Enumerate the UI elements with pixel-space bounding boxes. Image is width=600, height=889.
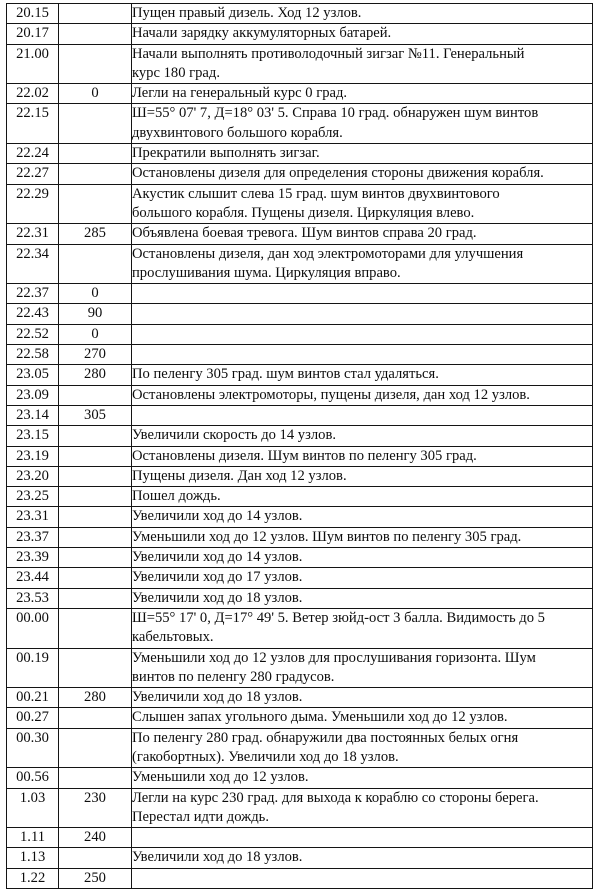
- cell-course: 305: [59, 405, 132, 425]
- cell-event: [132, 568, 593, 588]
- cell-time: 22.27: [7, 164, 59, 184]
- cell-course: [59, 385, 132, 405]
- cell-course: 250: [59, 868, 132, 888]
- cell-event-line: Акустик слышит слева 15 град. шум винтов двухвинтового: [132, 185, 500, 202]
- cell-course: [59, 44, 132, 84]
- cell-event-line: Увеличили ход до 18 узлов.: [132, 689, 303, 706]
- ship-log-table: [6, 3, 593, 889]
- cell-event: [132, 848, 593, 868]
- cell-event: [132, 466, 593, 486]
- cell-time: 23.15: [7, 426, 59, 446]
- cell-event-line: (гакобортных). Увеличили ход до 18 узлов.: [132, 748, 399, 765]
- cell-event: [132, 588, 593, 608]
- cell-course: 230: [59, 788, 132, 828]
- cell-event: [132, 324, 593, 344]
- cell-event-line: большого корабля. Пущены дизеля. Циркуляция влево.: [132, 204, 475, 221]
- cell-event: [132, 184, 593, 224]
- cell-time: 23.20: [7, 466, 59, 486]
- table-row: [7, 728, 593, 768]
- cell-time: 1.03: [7, 788, 59, 828]
- cell-course: 280: [59, 688, 132, 708]
- cell-event-line: Остановлены дизеля для определения стороны движения корабля.: [132, 165, 544, 182]
- cell-event: [132, 144, 593, 164]
- cell-time: 23.14: [7, 405, 59, 425]
- cell-time: 23.37: [7, 527, 59, 547]
- cell-event-line: Слышен запах угольного дыма. Уменьшили ход до 12 узлов.: [132, 709, 508, 726]
- cell-time: 22.52: [7, 324, 59, 344]
- cell-time: 22.02: [7, 84, 59, 104]
- cell-course: [59, 184, 132, 224]
- table-row: [7, 848, 593, 868]
- cell-time: 00.21: [7, 688, 59, 708]
- cell-time: 22.24: [7, 144, 59, 164]
- table-row: [7, 144, 593, 164]
- table-row: [7, 284, 593, 304]
- table-row: [7, 426, 593, 446]
- cell-event: [132, 284, 593, 304]
- table-row: [7, 24, 593, 44]
- cell-event: [132, 164, 593, 184]
- cell-course: [59, 648, 132, 688]
- cell-time: 23.25: [7, 487, 59, 507]
- cell-time: 21.00: [7, 44, 59, 84]
- table-row: [7, 164, 593, 184]
- table-row: [7, 608, 593, 648]
- cell-course: [59, 244, 132, 284]
- cell-event: [132, 345, 593, 365]
- cell-event-line: Перестал идти дождь.: [132, 808, 269, 825]
- cell-time: 23.31: [7, 507, 59, 527]
- table-row: [7, 648, 593, 688]
- cell-course: [59, 24, 132, 44]
- cell-course: [59, 768, 132, 788]
- cell-event-line: прослушивания шума. Циркуляция вправо.: [132, 264, 401, 281]
- cell-event-line: Прекратили выполнять зигзаг.: [132, 145, 320, 162]
- cell-time: 1.22: [7, 868, 59, 888]
- cell-course: [59, 728, 132, 768]
- cell-event-line: курс 180 град.: [132, 64, 220, 81]
- table-row: [7, 507, 593, 527]
- ship-log-table-body: [7, 4, 593, 889]
- cell-time: 20.15: [7, 4, 59, 24]
- cell-time: 23.39: [7, 548, 59, 568]
- table-row: [7, 324, 593, 344]
- cell-time: 22.43: [7, 304, 59, 324]
- table-row: [7, 548, 593, 568]
- table-row: [7, 527, 593, 547]
- cell-event-line: Уменьшили ход до 12 узлов. Шум винтов по пеленгу 305 град.: [132, 528, 522, 545]
- table-row: [7, 868, 593, 888]
- table-row: [7, 345, 593, 365]
- cell-event-line: Объявлена боевая тревога. Шум винтов справа 20 град.: [132, 225, 477, 242]
- cell-course: 285: [59, 224, 132, 244]
- cell-event: [132, 84, 593, 104]
- cell-event-line: винтов по пеленгу 280 градусов.: [132, 668, 335, 685]
- cell-course: [59, 487, 132, 507]
- cell-course: [59, 104, 132, 144]
- cell-event-line: Увеличили ход до 14 узлов.: [132, 508, 303, 525]
- cell-event: [132, 244, 593, 284]
- table-row: [7, 828, 593, 848]
- cell-time: 23.44: [7, 568, 59, 588]
- cell-event-line: Увеличили ход до 18 узлов.: [132, 849, 303, 866]
- cell-event: [132, 44, 593, 84]
- cell-event: [132, 768, 593, 788]
- cell-course: [59, 568, 132, 588]
- cell-event-line: По пеленгу 280 град. обнаружили два постоянных белых огня: [132, 729, 519, 746]
- cell-course: [59, 527, 132, 547]
- cell-event-line: Начали выполнять противолодочный зигзаг №11. Генеральный: [132, 45, 525, 62]
- cell-course: [59, 144, 132, 164]
- cell-event: [132, 224, 593, 244]
- cell-event-line: Легли на курс 230 град. для выхода к кораблю со стороны берега.: [132, 789, 539, 806]
- cell-course: [59, 608, 132, 648]
- table-row: [7, 184, 593, 224]
- table-row: [7, 244, 593, 284]
- table-row: [7, 224, 593, 244]
- cell-course: [59, 848, 132, 868]
- table-row: [7, 4, 593, 24]
- cell-course: [59, 4, 132, 24]
- cell-course: 270: [59, 345, 132, 365]
- cell-event: [132, 828, 593, 848]
- cell-event-line: двухвинтового большого корабля.: [132, 124, 343, 141]
- cell-event-line: Ш=55° 07' 7, Д=18° 03' 5. Справа 10 град. обнаружен шум винтов: [132, 105, 539, 122]
- table-row: [7, 788, 593, 828]
- cell-event: [132, 728, 593, 768]
- cell-event-line: Пущены дизеля. Дан ход 12 узлов.: [132, 467, 347, 484]
- cell-course: [59, 708, 132, 728]
- table-row: [7, 588, 593, 608]
- cell-event-line: Уменьшили ход до 12 узлов для прослушивания горизонта. Шум: [132, 649, 536, 666]
- cell-course: [59, 548, 132, 568]
- cell-event-line: По пеленгу 305 град. шум винтов стал удаляться.: [132, 366, 439, 383]
- cell-time: 22.15: [7, 104, 59, 144]
- cell-event: [132, 608, 593, 648]
- cell-event: [132, 365, 593, 385]
- cell-time: 00.00: [7, 608, 59, 648]
- cell-time: 22.58: [7, 345, 59, 365]
- table-row: [7, 446, 593, 466]
- table-row: [7, 44, 593, 84]
- cell-event-line: Легли на генеральный курс 0 град.: [132, 85, 348, 102]
- cell-time: 00.19: [7, 648, 59, 688]
- cell-time: 22.31: [7, 224, 59, 244]
- cell-event: [132, 487, 593, 507]
- table-row: [7, 304, 593, 324]
- cell-time: 23.05: [7, 365, 59, 385]
- cell-event-line: Начали зарядку аккумуляторных батарей.: [132, 25, 392, 42]
- cell-event: [132, 648, 593, 688]
- cell-event-line: Остановлены электромоторы, пущены дизеля, дан ход 12 узлов.: [132, 386, 530, 403]
- table-row: [7, 84, 593, 104]
- cell-course: [59, 466, 132, 486]
- cell-course: 0: [59, 284, 132, 304]
- cell-event-line: Увеличили ход до 17 узлов.: [132, 569, 303, 586]
- cell-time: 1.11: [7, 828, 59, 848]
- cell-event-line: Ш=55° 17' 0, Д=17° 49' 5. Ветер зюйд-ост 3 балла. Видимость до 5: [132, 609, 545, 626]
- cell-course: 0: [59, 84, 132, 104]
- cell-event: [132, 304, 593, 324]
- cell-event: [132, 527, 593, 547]
- cell-course: [59, 426, 132, 446]
- cell-time: 00.56: [7, 768, 59, 788]
- cell-event: [132, 4, 593, 24]
- cell-event: [132, 708, 593, 728]
- cell-time: 22.34: [7, 244, 59, 284]
- cell-course: [59, 507, 132, 527]
- cell-event-line: Пущен правый дизель. Ход 12 узлов.: [132, 5, 362, 21]
- cell-time: 23.53: [7, 588, 59, 608]
- cell-event: [132, 507, 593, 527]
- cell-event-line: Остановлены дизеля, дан ход электромоторами для улучшения: [132, 245, 524, 262]
- cell-event: [132, 446, 593, 466]
- cell-event-line: Уменьшили ход до 12 узлов.: [132, 769, 309, 786]
- cell-time: 20.17: [7, 24, 59, 44]
- table-row: [7, 385, 593, 405]
- table-row: [7, 487, 593, 507]
- table-row: [7, 405, 593, 425]
- cell-event: [132, 104, 593, 144]
- table-row: [7, 365, 593, 385]
- cell-time: 00.27: [7, 708, 59, 728]
- cell-event: [132, 868, 593, 888]
- cell-course: [59, 164, 132, 184]
- cell-course: 90: [59, 304, 132, 324]
- cell-course: [59, 446, 132, 466]
- cell-time: 1.13: [7, 848, 59, 868]
- table-row: [7, 466, 593, 486]
- cell-event: [132, 688, 593, 708]
- cell-course: 280: [59, 365, 132, 385]
- cell-event: [132, 24, 593, 44]
- cell-time: 22.37: [7, 284, 59, 304]
- cell-event-line: Увеличили ход до 14 узлов.: [132, 549, 303, 566]
- cell-event-line: Пошел дождь.: [132, 488, 221, 505]
- table-row: [7, 688, 593, 708]
- cell-event: [132, 548, 593, 568]
- table-row: [7, 768, 593, 788]
- cell-event: [132, 426, 593, 446]
- cell-time: 22.29: [7, 184, 59, 224]
- cell-event-line: кабельтовых.: [132, 629, 214, 646]
- cell-event: [132, 405, 593, 425]
- cell-course: 240: [59, 828, 132, 848]
- cell-event-line: Увеличили скорость до 14 узлов.: [132, 427, 336, 444]
- table-row: [7, 568, 593, 588]
- cell-event: [132, 788, 593, 828]
- table-row: [7, 708, 593, 728]
- cell-event-line: Увеличили ход до 18 узлов.: [132, 589, 303, 606]
- cell-course: [59, 588, 132, 608]
- cell-time: 00.30: [7, 728, 59, 768]
- cell-course: 0: [59, 324, 132, 344]
- cell-time: 23.09: [7, 385, 59, 405]
- cell-time: 23.19: [7, 446, 59, 466]
- cell-event-line: Остановлены дизеля. Шум винтов по пеленгу 305 град.: [132, 447, 477, 464]
- cell-event: [132, 385, 593, 405]
- table-row: [7, 104, 593, 144]
